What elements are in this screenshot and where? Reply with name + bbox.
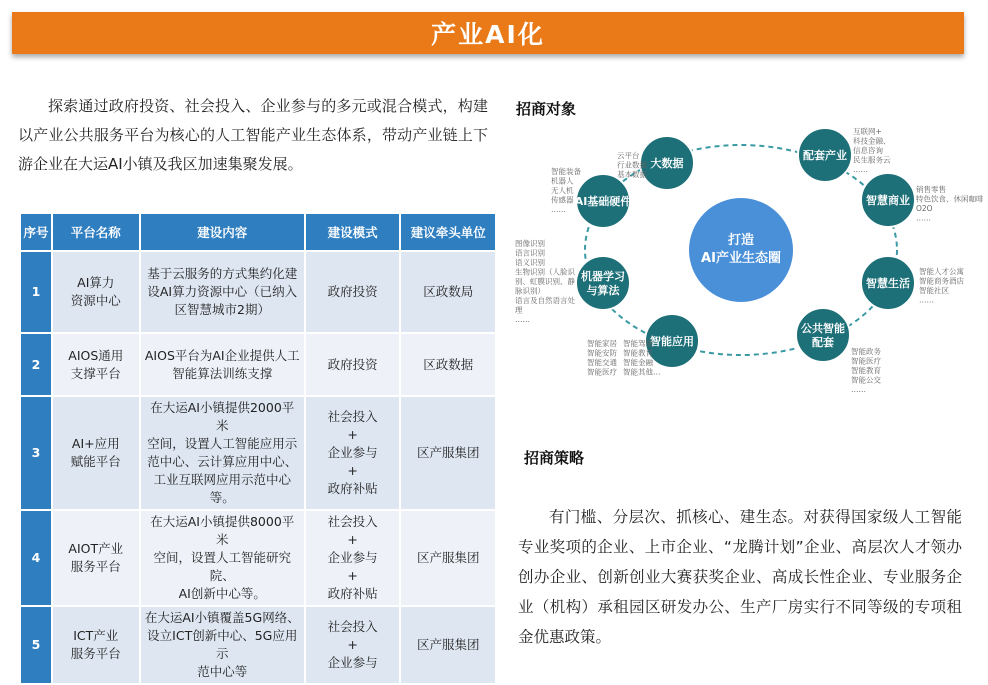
node-annotation: 智能政务: [851, 347, 881, 356]
node-label: 配套: [812, 336, 834, 349]
node-annotation: 智能交通: [587, 358, 617, 367]
node-annotation: 别、虹膜识别、静: [515, 277, 575, 286]
lead-unit-cell: 区政数局: [401, 252, 495, 332]
node-annotation: ……: [853, 165, 868, 174]
node-annotation: 智能社区: [919, 286, 949, 295]
node-annotation: 智能金融: [623, 358, 653, 367]
header-content: 建设内容: [141, 214, 304, 250]
invest-target-title: 招商对象: [516, 100, 577, 118]
node-annotation: 生物识别（人脸识: [515, 267, 575, 277]
node-annotation: 智能家居: [587, 339, 617, 348]
header-lead-unit: 建议牵头单位: [401, 214, 495, 250]
node-annotation: 智能安防: [587, 348, 617, 358]
platform-table: [19, 212, 497, 685]
row-number: 2: [21, 334, 51, 395]
node-annotation: 智能商务酒店: [919, 276, 964, 286]
content-cell: AIOS平台为AI企业提供人工 智能算法训练支撑: [141, 334, 304, 395]
node-annotation: 图像识别: [515, 239, 545, 248]
table-header-row: [21, 214, 495, 250]
node-annotation: 智能教育: [623, 348, 653, 358]
lead-unit-cell: 区产服集团: [401, 397, 495, 509]
table-body: [21, 252, 495, 683]
node-annotation: 智能人才公寓: [919, 267, 964, 276]
node-annotation: 理: [515, 305, 523, 315]
node-annotation: 信息咨询: [853, 146, 883, 155]
platform-name-cell: AI算力 资源中心: [53, 252, 139, 332]
intro-paragraph: 探索通过政府投资、社会投入、企业参与的多元或混合模式，构建以产业公共服务平台为核心的人工智能产业生态体系，带动产业链上下游企业在大运AI小镇及我区加速集聚发展。: [18, 97, 488, 173]
row-number: 4: [21, 511, 51, 605]
node-label: 机器学习: [581, 270, 625, 283]
mode-cell: 社会投入 + 企业参与 + 政府补贴: [306, 511, 400, 605]
node-annotation: 智能其他…: [623, 367, 661, 377]
node-annotation: 民生服务云: [853, 155, 891, 165]
node-annotation: O2O: [916, 204, 933, 213]
node-annotation: ……: [919, 295, 934, 305]
ecosystem-diagram: [505, 118, 983, 408]
node-annotation: ……: [515, 315, 530, 324]
node-annotation: 语言识别: [515, 248, 545, 258]
node-annotation: 互联网+: [853, 127, 882, 136]
table-row: [21, 334, 495, 395]
node-label: 公共智能: [801, 322, 845, 335]
content-cell: 在大运AI小镇覆盖5G网络、 设立ICT创新中心、5G应用示 范中心等: [141, 607, 304, 683]
node-label: 智能应用: [650, 335, 694, 348]
content-cell: 在大运AI小镇提供8000平米 空间，设置人工智能研究院、 AI创新中心等。: [141, 511, 304, 605]
lead-unit-cell: 区产服集团: [401, 511, 495, 605]
banner: [12, 12, 964, 54]
row-number: 5: [21, 607, 51, 683]
mode-cell: 社会投入 + 企业参与: [306, 607, 400, 683]
header-no: 序号: [21, 214, 51, 250]
strategy-paragraph: 有门槛、分层次、抓核心、建生态。对获得国家级人工智能专业奖项的企业、上市企业、“龙腾计划”企业、高层次人才领办创办企业、创新创业大赛获奖企业、高成长性企业、专业服务企业（机构）承租园区研发办公、生产厂房实行不同等级的专项租金优惠政策。: [518, 508, 962, 646]
mode-cell: 政府投资: [306, 252, 400, 332]
center-label: AI产业生态圈: [701, 251, 781, 266]
node-label: 与算法: [586, 284, 620, 297]
invest-strategy-title: 招商策略: [524, 449, 585, 467]
node-annotation: 智能医疗: [851, 356, 881, 366]
platform-name-cell: AIOT产业 服务平台: [53, 511, 139, 605]
node-annotation: 语义识别: [515, 258, 545, 267]
node-annotation: 基本数据: [617, 170, 647, 179]
table-row: [21, 511, 495, 605]
center-circle: [689, 198, 793, 302]
node-annotation: 无人机: [551, 186, 574, 195]
table-row: [21, 607, 495, 683]
platform-name-cell: AI+应用 赋能平台: [53, 397, 139, 509]
banner-title: 产业AI化: [431, 20, 545, 49]
node-label: 配套产业: [803, 149, 847, 162]
content-cell: 基于云服务的方式集约化建 设AI算力资源中心（已纳入 区智慧城市2期）: [141, 252, 304, 332]
row-number: 1: [21, 252, 51, 332]
node-annotation: 行业数据: [617, 160, 647, 170]
ecosystem-node: [576, 256, 630, 310]
node-annotation: 机器人: [551, 176, 574, 186]
mode-cell: 社会投入 + 企业参与 + 政府补贴: [306, 397, 400, 509]
node-annotation: 智能教育: [851, 366, 881, 375]
node-annotation: 科技金融、: [853, 136, 891, 146]
mode-cell: 政府投资: [306, 334, 400, 395]
node-annotation: 云平台: [617, 151, 640, 160]
header-platform-name: 平台名称: [53, 214, 139, 250]
node-annotation: ……: [851, 385, 866, 394]
node-annotation: 智能医疗: [587, 367, 617, 377]
lead-unit-cell: 区政数据: [401, 334, 495, 395]
node-annotation: 传感器: [551, 195, 574, 205]
platform-name-cell: ICT产业 服务平台: [53, 607, 139, 683]
table-row: [21, 252, 495, 332]
node-annotation: ……: [551, 205, 566, 214]
node-annotation: 语言及自然语言处: [515, 296, 575, 305]
table-row: [21, 397, 495, 509]
content-cell: 在大运AI小镇提供2000平米 空间，设置人工智能应用示 范中心、云计算应用中心、 工业互联网应用示范中心等。: [141, 397, 304, 509]
platform-name-cell: AIOS通用 支撑平台: [53, 334, 139, 395]
node-annotation: ……: [916, 213, 931, 223]
node-annotation: 脉识别）: [515, 286, 545, 296]
lead-unit-cell: 区产服集团: [401, 607, 495, 683]
node-annotation: 智能装备: [551, 167, 581, 176]
node-annotation: 智能公交: [851, 375, 881, 385]
node-annotation: 智能驾驶: [623, 339, 653, 348]
row-number: 3: [21, 397, 51, 509]
node-annotation: 特色饮食、休闲咖啡: [916, 194, 983, 204]
node-label: 智慧商业: [866, 194, 910, 207]
ecosystem-node: [796, 308, 850, 362]
node-label: 智慧生活: [866, 277, 910, 290]
header-mode: 建设模式: [306, 214, 400, 250]
node-label: 大数据: [650, 157, 684, 170]
center-label: 打造: [727, 233, 755, 248]
node-label: AI基础硬件: [574, 195, 632, 208]
node-annotation: 销售零售: [916, 185, 946, 194]
